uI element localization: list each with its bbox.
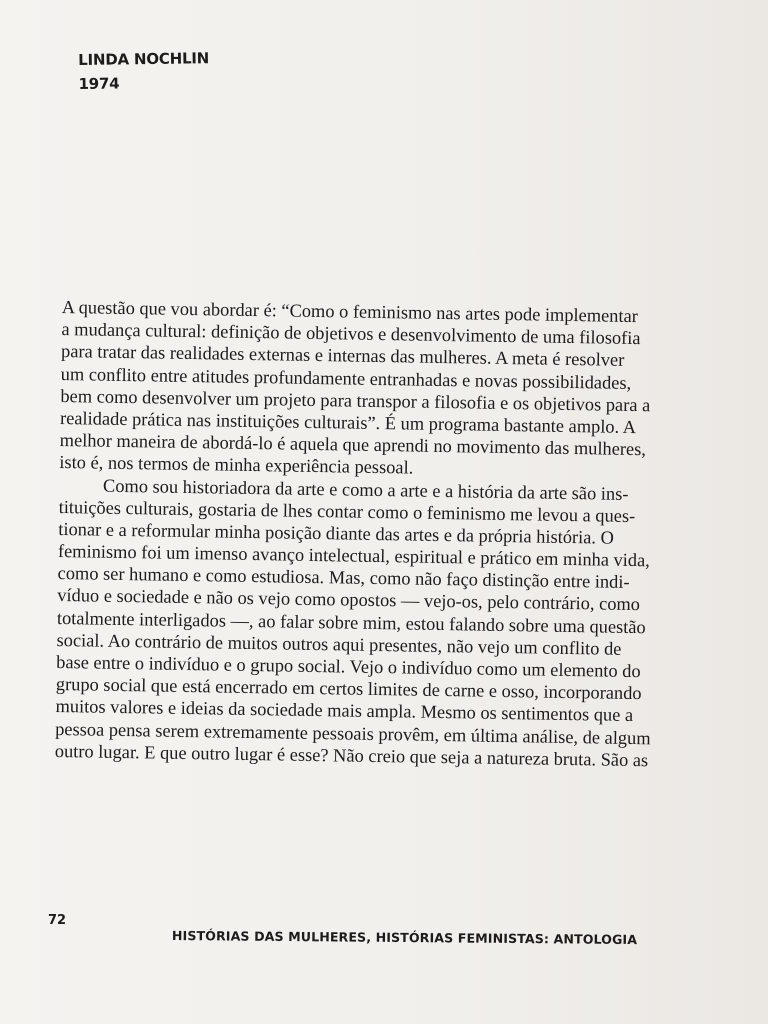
page-number: 72 [48, 913, 67, 928]
text-line: feminismo foi um imenso avanço intelectual, espiritual e prático em minha vida, [57, 541, 650, 571]
text-line: base entre o indivíduo e o grupo social. Vejo o indivíduo como um elemento do [56, 651, 641, 682]
text-line: isto é, nos termos de minha experiência pessoal. [59, 452, 414, 478]
text-line: melhor maneira de abordá-lo é aquela que aprendi no movimento das mulheres, [59, 430, 647, 460]
text-line: para tratar das realidades externas e internas das mulheres. A meta é resolver [60, 341, 625, 371]
text-line: social. Ao contrário de muitos outros aqui presentes, não vejo um conflito de [56, 629, 622, 659]
text-line: A questão que vou abordar é: “Como o feminismo nas artes pode implementar [61, 296, 639, 327]
running-footer-title: HISTÓRIAS DAS MULHERES, HISTÓRIAS FEMINISTAS: ANTOLOGIA [171, 928, 638, 948]
text-line: a mudança cultural: definição de objetivos e desenvolvimento de uma filosofia [61, 319, 641, 349]
body-text [55, 296, 752, 773]
text-line: realidade prática nas instituições culturais”. É um programa bastante amplo. A [59, 407, 637, 437]
text-line: grupo social que está encerrado em certos limites de carne e osso, incorporando [55, 674, 642, 704]
text-line: Como sou historiadora da arte e como a arte e a história da arte são ins- [102, 475, 629, 504]
text-line: muitos valores e ideias da sociedade mais ampla. Mesmo os sentimentos que a [55, 696, 634, 726]
author-name: LINDA NOCHLIN [78, 49, 210, 69]
text-line: pessoa pensa serem extremamente pessoais provêm, em última análise, de algum [55, 718, 651, 748]
text-line: tituições culturais, gostaria de lhes contar como o feminismo me levou a ques- [58, 496, 636, 526]
chapter-header [78, 46, 210, 96]
publication-year: 1974 [78, 74, 120, 93]
text-line: como ser humano e como estudiosa. Mas, como não faço distinção entre indi- [57, 563, 630, 593]
text-line: víduo e sociedade e não os vejo como opostos — vejo-os, pelo contrário, como [57, 585, 641, 615]
text-line: totalmente interligados —, ao falar sobre mim, estou falando sobre uma questão [56, 607, 646, 637]
text-line: um conflito entre atitudes profundamente entranhadas e novas possibilidades, [60, 363, 632, 393]
text-line: tionar e a reformular minha posição diante das artes e da própria história. O [58, 518, 615, 548]
text-line: bem como desenvolver um projeto para transpor a filosofia e os objetivos para a [60, 385, 651, 416]
text-line: outro lugar. E que outro lugar é esse? Não creio que seja a natureza bruta. São as [54, 740, 649, 771]
